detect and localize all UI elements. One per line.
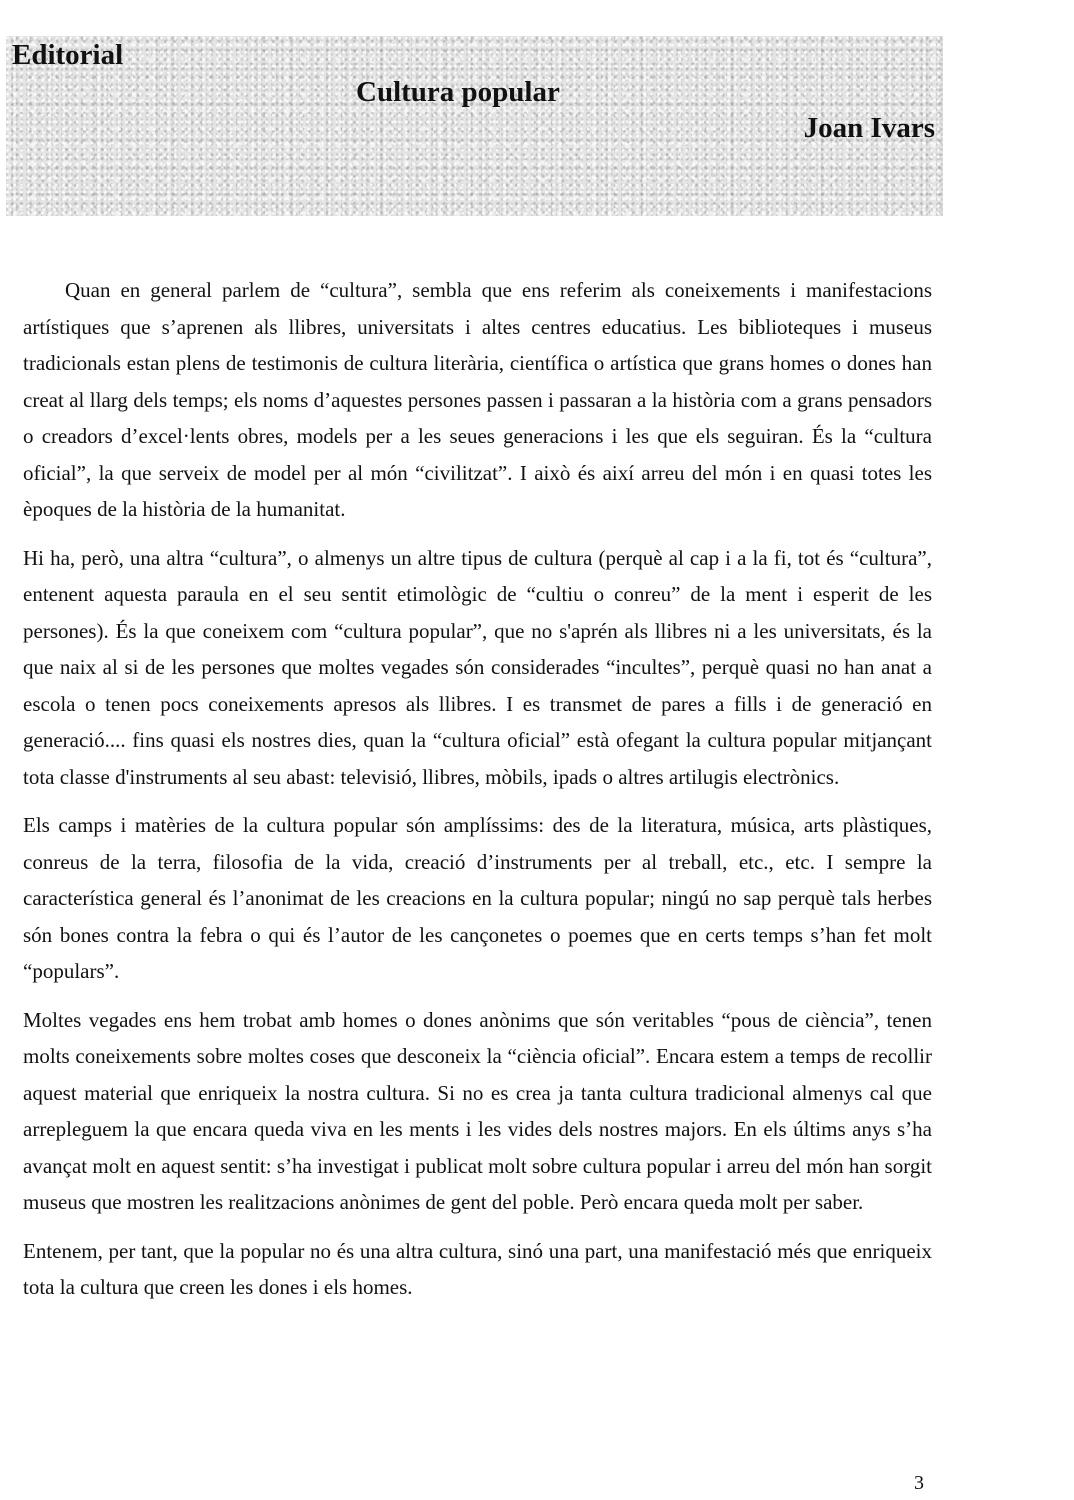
paragraph: Hi ha, però, una altra “cultura”, o almenys un altre tipus de cultura (perquè al cap i a la fi, tot és “cultura”, entenent aquesta paraula en el seu sentit etimològic de “cultiu o conreu” de la ment i esperit de les persones). És la que coneixem com “cultura popular”, que no s'aprén als llibres ni a les universitats, és la que naix al si de les persones que moltes vegades són considerades “incultes”, perquè quasi no han anat a escola o tenen pocs coneixements apresos als llibres. I es transmet de pares a fills i de generació en generació.... fins quasi els nostres dies, quan la “cultura oficial” està ofegant la cultura popular mitjançant tota classe d'instruments al seu abast: televisió, llibres, mòbils, ipads o altres artilugis electrònics. <box>23 545 932 789</box>
section-label: Editorial <box>12 39 124 71</box>
paragraph: Moltes vegades ens hem trobat amb homes o dones anònims que són veritables “pous de ciència”, tenen molts coneixements sobre moltes coses que desconeix la “ciència oficial”. Encara estem a temps de recollir aquest material que enriqueix la nostra cultura. Si no es crea ja tanta cultura tradicional almenys cal que arrepleguem la que encara queda viva en les ments i les vides dels nostres majors. En els últims anys s’ha avançat molt en aquest sentit: s’ha investigat i publicat molt sobre cultura popular i arreu del món han sorgit museus que mostren les realitzacions anònimes de gent del poble. Però encara queda molt per saber. <box>23 1007 932 1214</box>
page-number: 3 <box>914 1472 924 1494</box>
paragraph: Els camps i matèries de la cultura popular són amplíssims: des de la literatura, música, arts plàstiques, conreus de la terra, filosofia de la vida, creació d’instruments per al treball, etc., etc. I sempre la característica general és l’anonimat de les creacions en la cultura popular; ningú no sap perquè tals herbes són bones contra la febra o qui és l’autor de les cançonetes o poemes que en certs temps s’han fet molt “populars”. <box>23 813 932 983</box>
article-title: Cultura popular <box>356 76 560 108</box>
header-banner <box>6 36 943 216</box>
paragraph: Entenem, per tant, que la popular no és una altra cultura, sinó una part, una manifestació més que enriqueix tota la cultura que creen les dones i els homes. <box>23 1238 932 1299</box>
author-name: Joan Ivars <box>803 112 935 144</box>
paragraph: Quan en general parlem de “cultura”, sembla que ens referim als coneixements i manifestacions artístiques que s’aprenen als llibres, universitats i altes centres educatius. Les biblioteques i museus tradicionals estan plens de testimonis de cultura literària, científica o artística que grans homes o dones han creat al llarg dels temps; els noms d’aquestes persones passen i passaran a la història com a grans pensadors o creadors d’excel·lents obres, models per a les seues generacions i les que els seguiran. És la “cultura oficial”, la que serveix de model per al món “civilitzat”. I això és així arreu del món i en quasi totes les èpoques de la història de la humanitat. <box>23 278 932 521</box>
article-body <box>23 272 932 1318</box>
